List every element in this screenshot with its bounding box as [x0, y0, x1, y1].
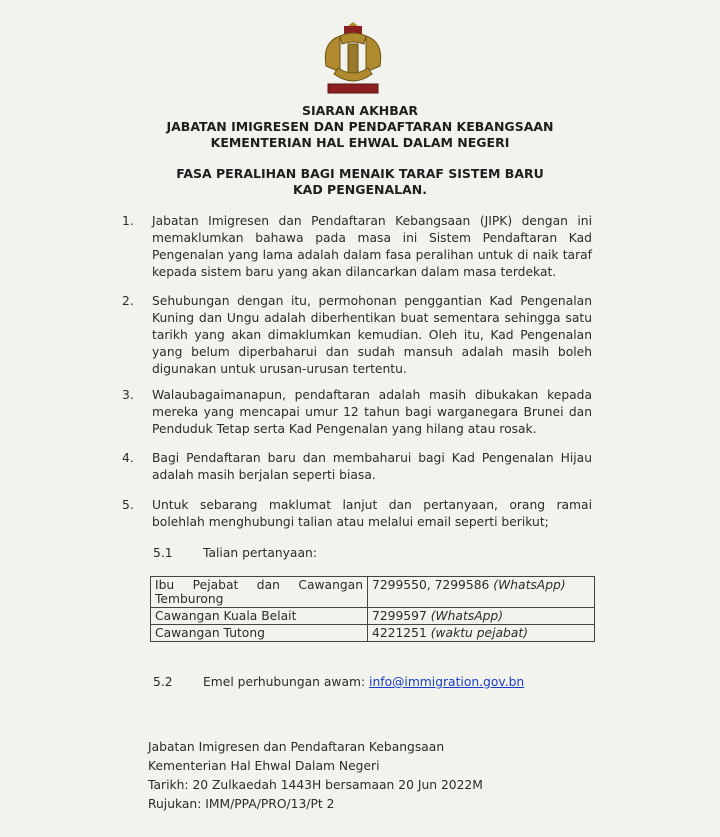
footer-ministry: Kementerian Hal Ehwal Dalam Negeri — [148, 759, 380, 773]
release-title-line1: FASA PERALIHAN BAGI MENAIK TARAF SISTEM BARU — [176, 166, 544, 181]
phone-note: (waktu pejabat) — [430, 626, 529, 640]
subsection-number-5-2: 5.2 — [153, 675, 173, 689]
phone-note: (WhatsApp) — [430, 609, 504, 623]
paragraph-number: 5. — [122, 498, 134, 512]
footer-date: Tarikh: 20 Zulkaedah 1443H bersamaan 20 Jun 2022M — [148, 778, 483, 792]
subsection-label-hotline: Talian pertanyaan: — [203, 546, 317, 560]
paragraph-text: Bagi Pendaftaran baru dan membaharui bagi Kad Pengenalan Hijau adalah masih berjalan seperti biasa. — [152, 451, 592, 482]
paragraph-number: 2. — [122, 294, 134, 308]
branch-cell: Ibu Pejabat dan Cawangan Temburong — [151, 577, 368, 608]
subsection-email-line — [203, 674, 524, 691]
paragraph-text: Walaubagaimanapun, pendaftaran adalah masih dibukakan kepada mereka yang mencapai umur 12 tahun bagi warganegara Brunei dan Penduduk Tetap serta Kad Pengenalan yang hilang atau rosak. — [152, 388, 592, 436]
paragraph-number: 4. — [122, 451, 134, 465]
phone-number: 4221251 — [372, 626, 427, 640]
paragraph-number: 1. — [122, 214, 134, 228]
subsection-number-5-1: 5.1 — [153, 546, 173, 560]
release-title-line2: KAD PENGENALAN. — [292, 182, 428, 197]
phone-number: 7299597 — [372, 609, 427, 623]
press-release-label: SIARAN AKHBAR — [301, 103, 419, 118]
table-row — [151, 577, 595, 608]
phone-cell — [368, 625, 595, 642]
table-row — [151, 625, 595, 642]
branch-cell: Cawangan Kuala Belait — [151, 608, 368, 625]
email-label: Emel perhubungan awam: — [203, 675, 366, 689]
footer-reference: Rujukan: IMM/PPA/PRO/13/Pt 2 — [148, 797, 335, 811]
contact-table — [150, 576, 595, 642]
paragraph-text: Jabatan Imigresen dan Pendaftaran Kebangsaan (JIPK) dengan ini memaklumkan bahawa pada masa ini Sistem Pendaftaran Kad Pengenalan yang lama adalah dalam fasa peralihan untuk di naik taraf kepada sistem baru yang akan dilancarkan dalam masa terdekat. — [152, 214, 592, 279]
phone-note: (WhatsApp) — [493, 578, 566, 592]
ministry-name: KEMENTERIAN HAL EHWAL DALAM NEGERI — [210, 135, 510, 150]
footer-department: Jabatan Imigresen dan Pendaftaran Kebangsaan — [148, 740, 445, 754]
paragraph-text: Sehubungan dengan itu, permohonan penggantian Kad Pengenalan Kuning dan Ungu adalah diberhentikan buat sementara sehingga satu tarikh yang akan dimaklumkan kemudian. Oleh itu, Kad Pengenalan yang belum diperbaharui dan sudah mansuh adalah masih boleh digunakan untuk urusan-urusan tertentu. — [152, 294, 592, 376]
paragraph-number: 3. — [122, 388, 134, 402]
phone-number: 7299550, 7299586 — [372, 578, 490, 592]
phone-cell — [368, 577, 595, 608]
email-link[interactable]: info@immigration.gov.bn — [369, 675, 525, 689]
branch-cell: Cawangan Tutong — [151, 625, 368, 642]
phone-cell — [368, 608, 595, 625]
department-name: JABATAN IMIGRESEN DAN PENDAFTARAN KEBANGSAAN — [166, 119, 554, 134]
table-row — [151, 608, 595, 625]
paragraph-text: Untuk sebarang maklumat lanjut dan pertanyaan, orang ramai bolehlah menghubungi talian atau melalui email seperti berikut; — [152, 498, 592, 529]
brunei-crest-icon — [318, 22, 388, 96]
